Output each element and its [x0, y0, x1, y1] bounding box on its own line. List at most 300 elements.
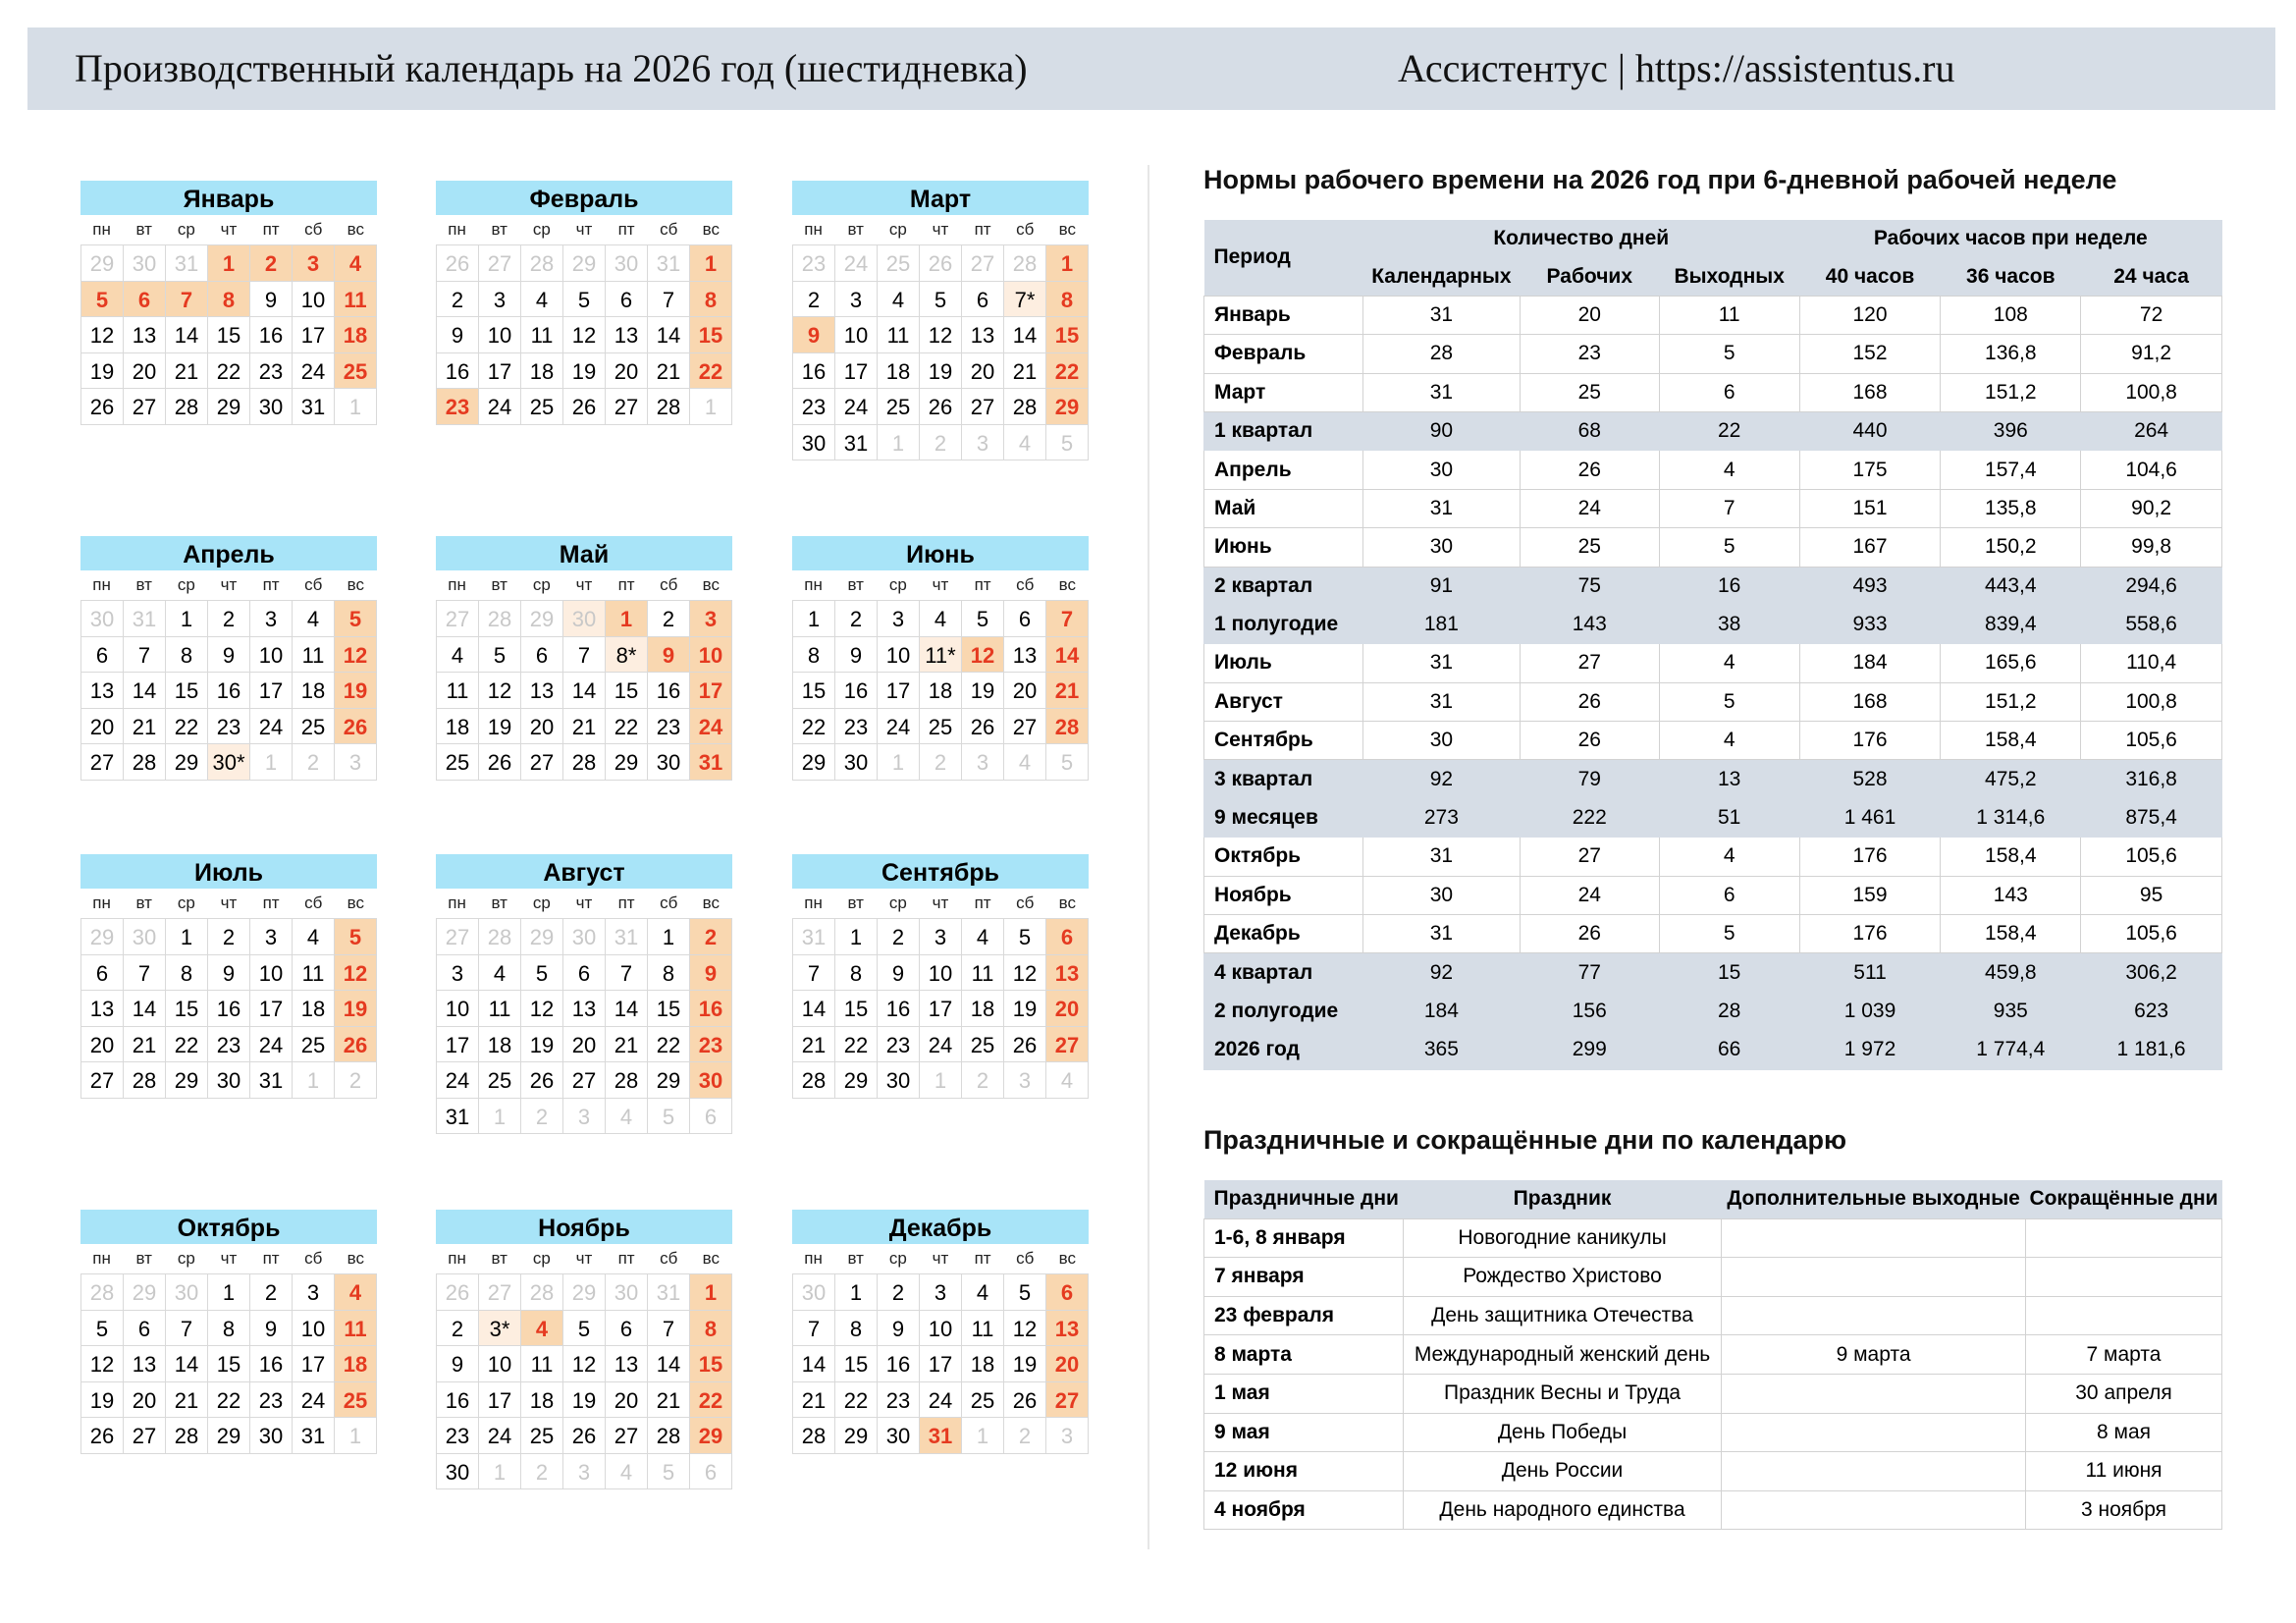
day-cell: 2: [335, 1062, 377, 1099]
day-cell: 16: [690, 991, 732, 1027]
day-cell: 19: [335, 991, 377, 1027]
day-cell: 20: [962, 353, 1004, 390]
weekday-label: вт: [847, 220, 864, 239]
day-cell: 24: [690, 709, 732, 745]
day-cell: 13: [1046, 1311, 1089, 1347]
extra-day-off: 9 марта: [1722, 1335, 2026, 1375]
value-cell: 151,2: [1941, 682, 2081, 721]
period-cell: 2 полугодие: [1204, 992, 1363, 1030]
month-name: Ноябрь: [436, 1210, 732, 1244]
day-cell: 12: [1004, 1311, 1046, 1347]
day-cell: 28: [521, 1274, 563, 1311]
weekday-label: сб: [304, 220, 323, 239]
day-cell: 13: [606, 1346, 648, 1382]
day-cell: 7: [648, 1311, 690, 1347]
day-cell: 10: [920, 955, 962, 992]
day-cell: 3: [920, 1274, 962, 1311]
column-divider: [1148, 165, 1149, 1549]
day-cell: 17: [250, 673, 293, 709]
day-cell: 2: [920, 425, 962, 461]
value-cell: 26: [1520, 915, 1659, 953]
value-cell: 16: [1659, 567, 1799, 605]
month-name: Июль: [80, 854, 377, 889]
month-calendar: [436, 181, 732, 425]
day-cell: 3: [250, 601, 293, 637]
weekday-label: пт: [262, 220, 280, 239]
day-cell: 17: [479, 353, 521, 390]
weekday-label: сб: [1016, 893, 1035, 912]
day-cell: 15: [166, 991, 208, 1027]
value-cell: 31: [1362, 373, 1520, 411]
month-calendar: [792, 854, 1089, 1099]
day-cell: 23: [437, 1418, 479, 1454]
day-cell: 29: [563, 1274, 606, 1311]
day-cell: 21: [563, 709, 606, 745]
col-hours-group: Рабочих часов при неделе: [1799, 220, 2221, 257]
day-cell: 16: [835, 673, 878, 709]
weekday-label: вс: [1058, 893, 1076, 912]
norms-row: [1204, 296, 2222, 334]
weekday-label: пт: [617, 893, 635, 912]
day-cell: 3: [1046, 1418, 1089, 1454]
value-cell: 151: [1799, 489, 1941, 527]
day-grid: [792, 918, 1089, 1099]
day-cell: 19: [335, 673, 377, 709]
shortened-day: 3 ноября: [2026, 1490, 2222, 1530]
day-cell: 1: [479, 1454, 521, 1490]
day-cell: 23: [793, 245, 835, 282]
norms-row: [1204, 567, 2222, 605]
norms-row: [1204, 682, 2222, 721]
day-grid: [80, 918, 377, 1099]
extra-day-off: [1722, 1452, 2026, 1491]
col-days-group: Количество дней: [1362, 220, 1799, 257]
day-cell: 23: [208, 709, 250, 745]
day-cell: 11: [479, 991, 521, 1027]
day-cell: 24: [835, 245, 878, 282]
value-cell: 99,8: [2081, 528, 2222, 567]
holiday-row: [1204, 1374, 2222, 1413]
day-cell: 11: [293, 637, 335, 674]
day-cell: 17: [920, 991, 962, 1027]
day-cell: 9: [878, 955, 920, 992]
day-cell: 2: [208, 601, 250, 637]
value-cell: 30: [1362, 722, 1520, 760]
value-cell: 175: [1799, 451, 1941, 489]
day-cell: 20: [606, 353, 648, 390]
day-cell: 28: [124, 1062, 166, 1099]
value-cell: 875,4: [2081, 798, 2222, 837]
day-cell: 15: [208, 317, 250, 353]
day-cell: 11: [335, 282, 377, 318]
day-cell: 1: [962, 1418, 1004, 1454]
value-cell: 4: [1659, 722, 1799, 760]
day-cell: 13: [962, 317, 1004, 353]
day-cell: 30: [878, 1418, 920, 1454]
day-cell: 1: [690, 1274, 732, 1311]
header-bar: [27, 27, 2275, 110]
day-cell: 14: [124, 673, 166, 709]
day-cell: 3: [962, 744, 1004, 781]
day-cell: 25: [437, 744, 479, 781]
col-weekend: Выходных: [1659, 257, 1799, 296]
value-cell: 935: [1941, 992, 2081, 1030]
norms-row: [1204, 489, 2222, 527]
value-cell: 5: [1659, 335, 1799, 373]
weekday-label: пн: [804, 893, 823, 912]
value-cell: 158,4: [1941, 722, 2081, 760]
day-cell: 3*: [479, 1311, 521, 1347]
day-cell: 28: [81, 1274, 124, 1311]
value-cell: 5: [1659, 915, 1799, 953]
value-cell: 24: [1520, 876, 1659, 914]
col-holiday-name: Праздник: [1403, 1180, 1721, 1218]
value-cell: 91: [1362, 567, 1520, 605]
weekday-label: чт: [932, 575, 949, 594]
day-cell: 29: [81, 919, 124, 955]
weekday-label: пт: [262, 893, 280, 912]
day-cell: 4: [335, 245, 377, 282]
norms-title: Нормы рабочего времени на 2026 год при 6-дневной рабочей неделе: [1203, 165, 2117, 194]
day-cell: 28: [166, 1418, 208, 1454]
day-cell: 27: [1046, 1027, 1089, 1063]
day-cell: 22: [648, 1027, 690, 1063]
day-cell: 1: [479, 1099, 521, 1135]
period-cell: Декабрь: [1204, 915, 1363, 953]
weekday-label: вс: [1058, 1249, 1076, 1268]
day-cell: 5: [335, 919, 377, 955]
month-calendar: [792, 1210, 1089, 1454]
day-cell: 27: [1004, 709, 1046, 745]
norms-row: [1204, 451, 2222, 489]
shortened-day: [2026, 1218, 2222, 1258]
day-cell: 26: [962, 709, 1004, 745]
day-cell: 30: [793, 1274, 835, 1311]
day-cell: 1: [793, 601, 835, 637]
day-cell: 8*: [606, 637, 648, 674]
weekday-label: вс: [347, 575, 364, 594]
day-cell: 29: [563, 245, 606, 282]
day-cell: 6: [1004, 601, 1046, 637]
day-cell: 25: [962, 1027, 1004, 1063]
day-cell: 11: [962, 1311, 1004, 1347]
day-cell: 26: [521, 1062, 563, 1099]
weekday-label: пт: [617, 575, 635, 594]
day-cell: 22: [835, 1382, 878, 1419]
day-cell: 22: [793, 709, 835, 745]
day-cell: 17: [835, 353, 878, 390]
day-cell: 28: [563, 744, 606, 781]
extra-day-off: [1722, 1258, 2026, 1297]
weekday-label: пн: [804, 1249, 823, 1268]
weekday-row: [80, 1244, 377, 1273]
holiday-row: [1204, 1452, 2222, 1491]
value-cell: 176: [1799, 915, 1941, 953]
value-cell: 143: [1520, 605, 1659, 643]
value-cell: 4: [1659, 644, 1799, 682]
day-cell: 18: [335, 317, 377, 353]
value-cell: 184: [1799, 644, 1941, 682]
day-cell: 7: [793, 955, 835, 992]
day-grid: [80, 1273, 377, 1454]
day-cell: 6: [81, 637, 124, 674]
day-cell: 2: [793, 282, 835, 318]
day-cell: 9: [208, 955, 250, 992]
col-working: Рабочих: [1520, 257, 1659, 296]
weekday-label: пн: [448, 893, 466, 912]
day-cell: 5: [563, 1311, 606, 1347]
day-cell: 28: [521, 245, 563, 282]
day-cell: 29: [835, 1062, 878, 1099]
day-cell: 20: [124, 353, 166, 390]
value-cell: 184: [1362, 992, 1520, 1030]
shortened-day: 11 июня: [2026, 1452, 2222, 1491]
day-cell: 13: [1004, 637, 1046, 674]
weekday-label: вс: [347, 220, 364, 239]
day-cell: 8: [166, 637, 208, 674]
value-cell: 30: [1362, 451, 1520, 489]
value-cell: 839,4: [1941, 605, 2081, 643]
day-cell: 9: [690, 955, 732, 992]
period-cell: Июль: [1204, 644, 1363, 682]
day-cell: 20: [1004, 673, 1046, 709]
shortened-day: [2026, 1258, 2222, 1297]
day-cell: 6: [124, 1311, 166, 1347]
holiday-date: 4 ноября: [1204, 1490, 1404, 1530]
day-cell: 4: [962, 1274, 1004, 1311]
day-cell: 10: [690, 637, 732, 674]
day-cell: 23: [878, 1382, 920, 1419]
day-cell: 7: [606, 955, 648, 992]
day-cell: 10: [293, 282, 335, 318]
day-cell: 27: [81, 744, 124, 781]
day-cell: 24: [878, 709, 920, 745]
day-cell: 15: [208, 1346, 250, 1382]
day-cell: 14: [648, 317, 690, 353]
weekday-label: вс: [1058, 220, 1076, 239]
day-cell: 31: [920, 1418, 962, 1454]
day-cell: 28: [1046, 709, 1089, 745]
day-cell: 7: [124, 637, 166, 674]
day-cell: 2: [878, 1274, 920, 1311]
day-cell: 8: [208, 1311, 250, 1347]
day-cell: 6: [563, 955, 606, 992]
value-cell: 110,4: [2081, 644, 2222, 682]
day-cell: 16: [437, 353, 479, 390]
day-cell: 13: [124, 1346, 166, 1382]
value-cell: 31: [1362, 915, 1520, 953]
day-cell: 12: [1004, 955, 1046, 992]
day-cell: 10: [437, 991, 479, 1027]
day-cell: 11: [335, 1311, 377, 1347]
day-cell: 27: [479, 1274, 521, 1311]
day-cell: 6: [606, 1311, 648, 1347]
value-cell: 25: [1520, 528, 1659, 567]
weekday-label: вт: [491, 220, 507, 239]
day-cell: 30: [563, 601, 606, 637]
holiday-name: День Победы: [1403, 1413, 1721, 1452]
day-cell: 31: [648, 1274, 690, 1311]
value-cell: 28: [1362, 335, 1520, 373]
day-cell: 18: [521, 353, 563, 390]
day-cell: 2: [293, 744, 335, 781]
day-cell: 26: [437, 1274, 479, 1311]
day-cell: 21: [1046, 673, 1089, 709]
period-cell: 3 квартал: [1204, 760, 1363, 798]
day-cell: 29: [124, 1274, 166, 1311]
value-cell: 316,8: [2081, 760, 2222, 798]
day-cell: 28: [648, 389, 690, 425]
shortened-day: 8 мая: [2026, 1413, 2222, 1452]
day-cell: 9: [250, 1311, 293, 1347]
day-cell: 5: [81, 282, 124, 318]
day-cell: 29: [166, 1062, 208, 1099]
weekday-label: вт: [847, 575, 864, 594]
holiday-name: День защитника Отечества: [1403, 1296, 1721, 1335]
day-cell: 31: [293, 1418, 335, 1454]
value-cell: 77: [1520, 953, 1659, 992]
day-cell: 29: [1046, 389, 1089, 425]
day-cell: 26: [335, 709, 377, 745]
day-cell: 2: [878, 919, 920, 955]
day-grid: [792, 1273, 1089, 1454]
norms-row: [1204, 915, 2222, 953]
day-cell: 25: [878, 245, 920, 282]
day-cell: 27: [563, 1062, 606, 1099]
day-cell: 19: [81, 1382, 124, 1419]
day-cell: 20: [1046, 1346, 1089, 1382]
weekday-row: [436, 889, 732, 918]
day-cell: 28: [793, 1062, 835, 1099]
day-cell: 10: [878, 637, 920, 674]
day-cell: 22: [606, 709, 648, 745]
day-cell: 9: [648, 637, 690, 674]
day-cell: 8: [166, 955, 208, 992]
day-cell: 23: [793, 389, 835, 425]
value-cell: 152: [1799, 335, 1941, 373]
weekday-label: пт: [262, 575, 280, 594]
day-cell: 1: [166, 919, 208, 955]
value-cell: 105,6: [2081, 915, 2222, 953]
value-cell: 31: [1362, 296, 1520, 334]
value-cell: 176: [1799, 722, 1941, 760]
period-cell: 1 квартал: [1204, 411, 1363, 450]
month-calendar: [436, 854, 732, 1134]
month-calendar: [80, 1210, 377, 1454]
holidays-table: [1203, 1180, 2222, 1530]
day-cell: 1: [648, 919, 690, 955]
value-cell: 26: [1520, 722, 1659, 760]
day-cell: 2: [648, 601, 690, 637]
value-cell: 273: [1362, 798, 1520, 837]
weekday-row: [80, 889, 377, 918]
holiday-name: Рождество Христово: [1403, 1258, 1721, 1297]
day-cell: 4: [293, 601, 335, 637]
weekday-label: пн: [448, 220, 466, 239]
weekday-label: сб: [1016, 575, 1035, 594]
holiday-row: [1204, 1413, 2222, 1452]
col-short-days: Сокращённые дни: [2026, 1180, 2222, 1218]
holiday-date: 9 мая: [1204, 1413, 1404, 1452]
value-cell: 91,2: [2081, 335, 2222, 373]
norms-row: [1204, 1031, 2222, 1069]
day-cell: 22: [208, 1382, 250, 1419]
day-cell: 21: [166, 353, 208, 390]
day-cell: 15: [606, 673, 648, 709]
day-grid: [436, 918, 732, 1134]
weekday-row: [436, 215, 732, 244]
day-cell: 29: [606, 744, 648, 781]
day-cell: 31: [166, 245, 208, 282]
day-cell: 18: [920, 673, 962, 709]
day-cell: 28: [793, 1418, 835, 1454]
day-cell: 31: [250, 1062, 293, 1099]
value-cell: 31: [1362, 682, 1520, 721]
month-calendar: [436, 1210, 732, 1489]
extra-day-off: [1722, 1296, 2026, 1335]
weekday-label: пт: [974, 575, 991, 594]
shortened-day: 7 марта: [2026, 1335, 2222, 1375]
value-cell: 181: [1362, 605, 1520, 643]
day-cell: 26: [920, 245, 962, 282]
norms-row: [1204, 644, 2222, 682]
weekday-label: пн: [448, 575, 466, 594]
weekday-label: пт: [974, 893, 991, 912]
day-cell: 14: [563, 673, 606, 709]
weekday-label: вт: [135, 575, 152, 594]
day-cell: 1: [835, 919, 878, 955]
day-cell: 5: [1004, 1274, 1046, 1311]
day-cell: 19: [1004, 1346, 1046, 1382]
day-cell: 4: [1004, 425, 1046, 461]
value-cell: 294,6: [2081, 567, 2222, 605]
weekday-label: ср: [888, 575, 907, 594]
day-cell: 8: [208, 282, 250, 318]
value-cell: 28: [1659, 992, 1799, 1030]
value-cell: 100,8: [2081, 682, 2222, 721]
day-cell: 24: [250, 709, 293, 745]
day-cell: 15: [648, 991, 690, 1027]
period-cell: 9 месяцев: [1204, 798, 1363, 837]
day-cell: 2: [250, 1274, 293, 1311]
day-cell: 4: [962, 919, 1004, 955]
weekday-row: [436, 570, 732, 600]
weekday-label: сб: [660, 575, 678, 594]
weekday-row: [792, 215, 1089, 244]
day-cell: 5: [335, 601, 377, 637]
day-cell: 4: [521, 1311, 563, 1347]
day-cell: 17: [437, 1027, 479, 1063]
value-cell: 92: [1362, 760, 1520, 798]
day-cell: 6: [962, 282, 1004, 318]
norms-row: [1204, 335, 2222, 373]
day-cell: 19: [962, 673, 1004, 709]
value-cell: 299: [1520, 1031, 1659, 1069]
weekday-label: ср: [177, 893, 195, 912]
weekday-row: [792, 570, 1089, 600]
day-cell: 2: [835, 601, 878, 637]
day-cell: 1: [835, 1274, 878, 1311]
value-cell: 158,4: [1941, 915, 2081, 953]
day-cell: 30: [835, 744, 878, 781]
value-cell: 27: [1520, 644, 1659, 682]
day-cell: 3: [1004, 1062, 1046, 1099]
day-cell: 20: [563, 1027, 606, 1063]
day-cell: 27: [606, 1418, 648, 1454]
day-cell: 10: [479, 317, 521, 353]
day-cell: 28: [166, 389, 208, 425]
value-cell: 511: [1799, 953, 1941, 992]
